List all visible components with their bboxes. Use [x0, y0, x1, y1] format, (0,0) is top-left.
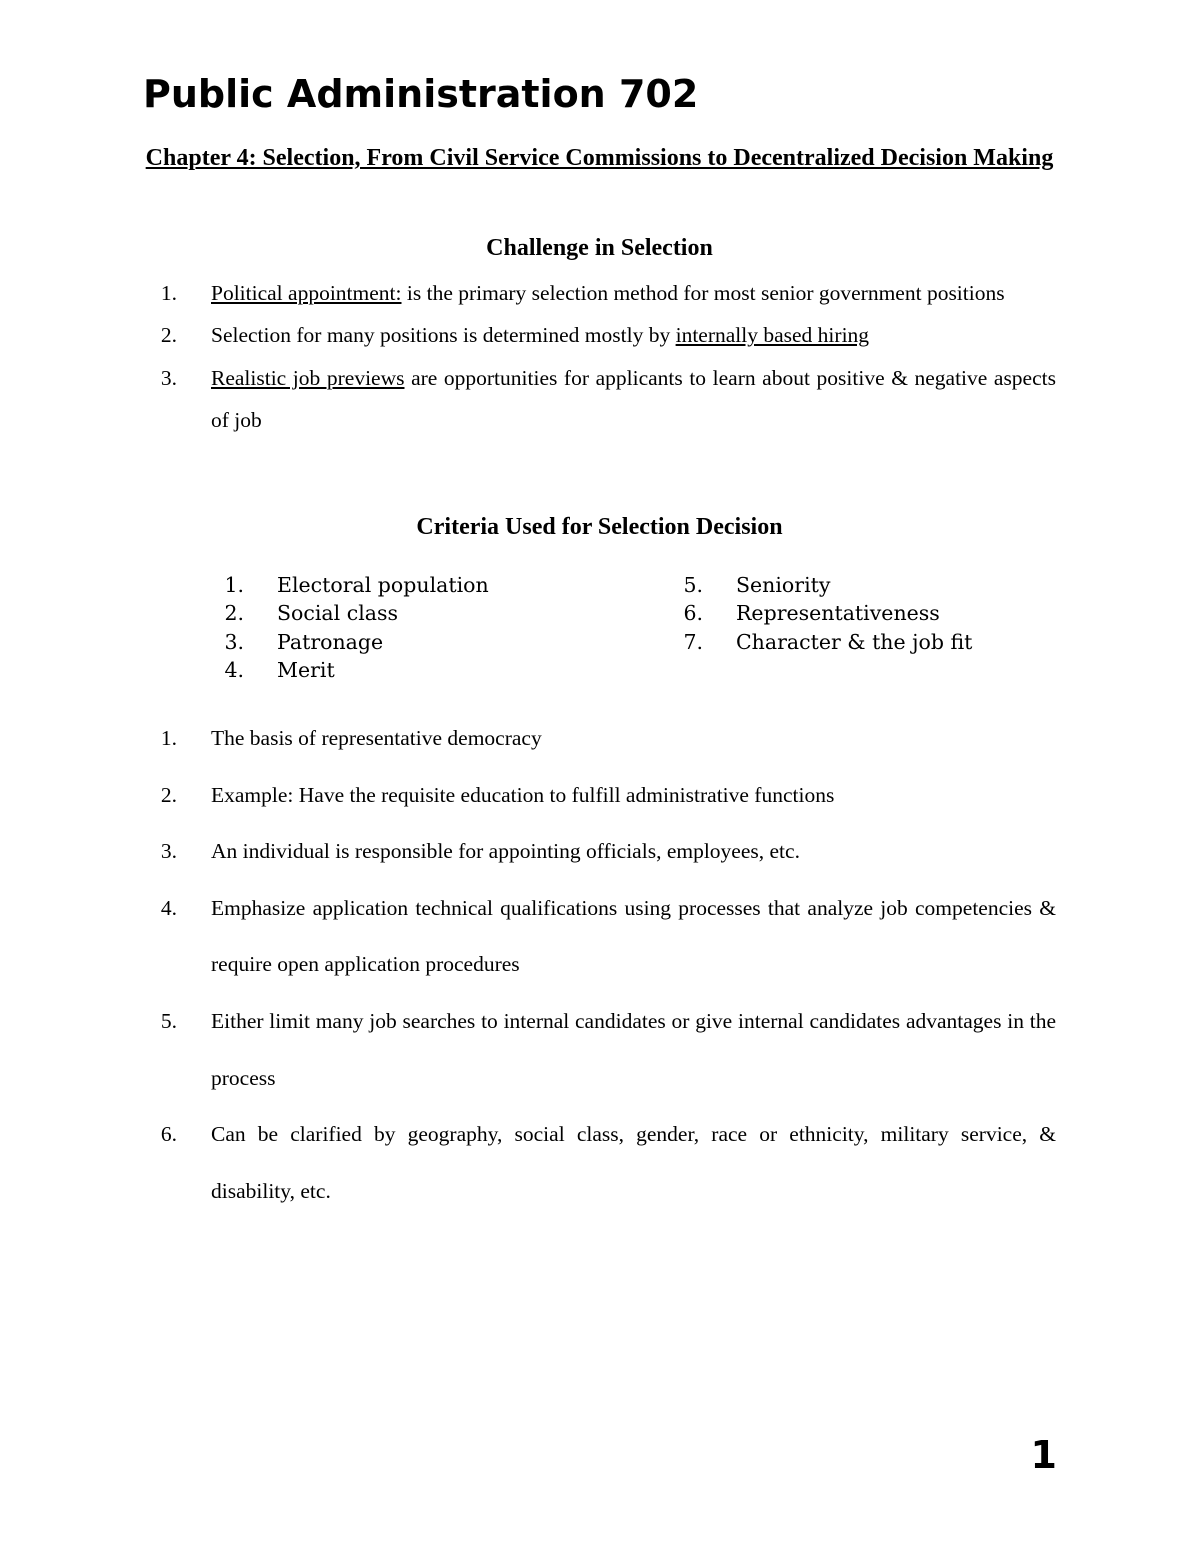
chapter-heading: Chapter 4: Selection, From Civil Service Commissions to Decentralized Decision Making [145, 145, 1054, 171]
criteria-item [224, 599, 489, 627]
list-item [143, 710, 1056, 767]
criteria-label: Merit [277, 658, 335, 683]
criteria-item [224, 628, 489, 656]
item-text: Can be clarified by geography, social class, gender, race or ethnicity, military service, & disability, etc. [211, 1122, 1056, 1203]
criteria-list-left [224, 571, 489, 685]
item-text: The basis of representative democracy [211, 726, 542, 750]
item-number: 3. [160, 839, 177, 864]
list-item [143, 993, 1056, 1106]
item-text: Selection for many positions is determined mostly by [211, 323, 676, 348]
item-number: 5. [160, 1008, 177, 1033]
underlined-term: internally based hiring [675, 323, 870, 348]
item-text: is the primary selection method for most senior government positions [401, 281, 1005, 305]
criteria-label: Seniority [736, 573, 831, 597]
challenge-list [143, 272, 1056, 441]
item-number: 6. [160, 1122, 177, 1147]
list-item [143, 823, 1056, 880]
list-item [143, 357, 1056, 442]
list-item [143, 767, 1056, 824]
criteria-item [224, 656, 489, 684]
criteria-label: Electoral population [277, 573, 489, 597]
criteria-item [683, 571, 972, 599]
document-title: Public Administration 702 [143, 72, 699, 116]
criteria-label: Social class [277, 601, 399, 626]
criteria-item [224, 571, 489, 599]
list-item [143, 1106, 1056, 1219]
criteria-list-right [683, 571, 972, 656]
page-number: 1 [1030, 1433, 1057, 1477]
item-number: 6. [683, 601, 703, 626]
item-number: 2. [224, 601, 244, 626]
list-item [143, 314, 1056, 356]
item-text: Emphasize application technical qualifications using processes that analyze job competencies & require open application procedures [211, 895, 1056, 977]
criteria-label: Character & the job fit [736, 629, 973, 654]
item-text: are opportunities for applicants to learn about positive & negative aspects of job [211, 365, 1056, 432]
item-text: An individual is responsible for appointing officials, employees, etc. [211, 839, 800, 864]
criteria-label: Representativeness [736, 601, 940, 626]
item-number: 7. [683, 629, 703, 654]
item-number: 1. [160, 726, 177, 750]
criteria-item [683, 628, 972, 656]
item-number: 4. [224, 658, 244, 683]
criteria-label: Patronage [277, 629, 384, 654]
underlined-term: Political appointment: [211, 281, 402, 305]
explanation-list [143, 710, 1056, 1219]
item-number: 5. [683, 573, 703, 597]
item-number: 1. [224, 573, 244, 597]
item-number: 3. [224, 629, 244, 654]
item-number: 3. [160, 365, 177, 390]
list-item [143, 880, 1056, 993]
item-number: 4. [160, 895, 177, 920]
item-text: Example: Have the requisite education to fulfill administrative functions [211, 782, 835, 807]
challenge-heading: Challenge in Selection [486, 235, 713, 261]
underlined-term: Realistic job previews [211, 365, 405, 390]
item-number: 1. [160, 281, 177, 305]
criteria-heading: Criteria Used for Selection Decision [416, 514, 783, 540]
criteria-item [683, 599, 972, 627]
item-number: 2. [160, 323, 177, 348]
item-text: Either limit many job searches to internal candidates or give internal candidates advantages in the process [211, 1008, 1056, 1090]
item-number: 2. [160, 782, 177, 807]
list-item [143, 272, 1056, 314]
